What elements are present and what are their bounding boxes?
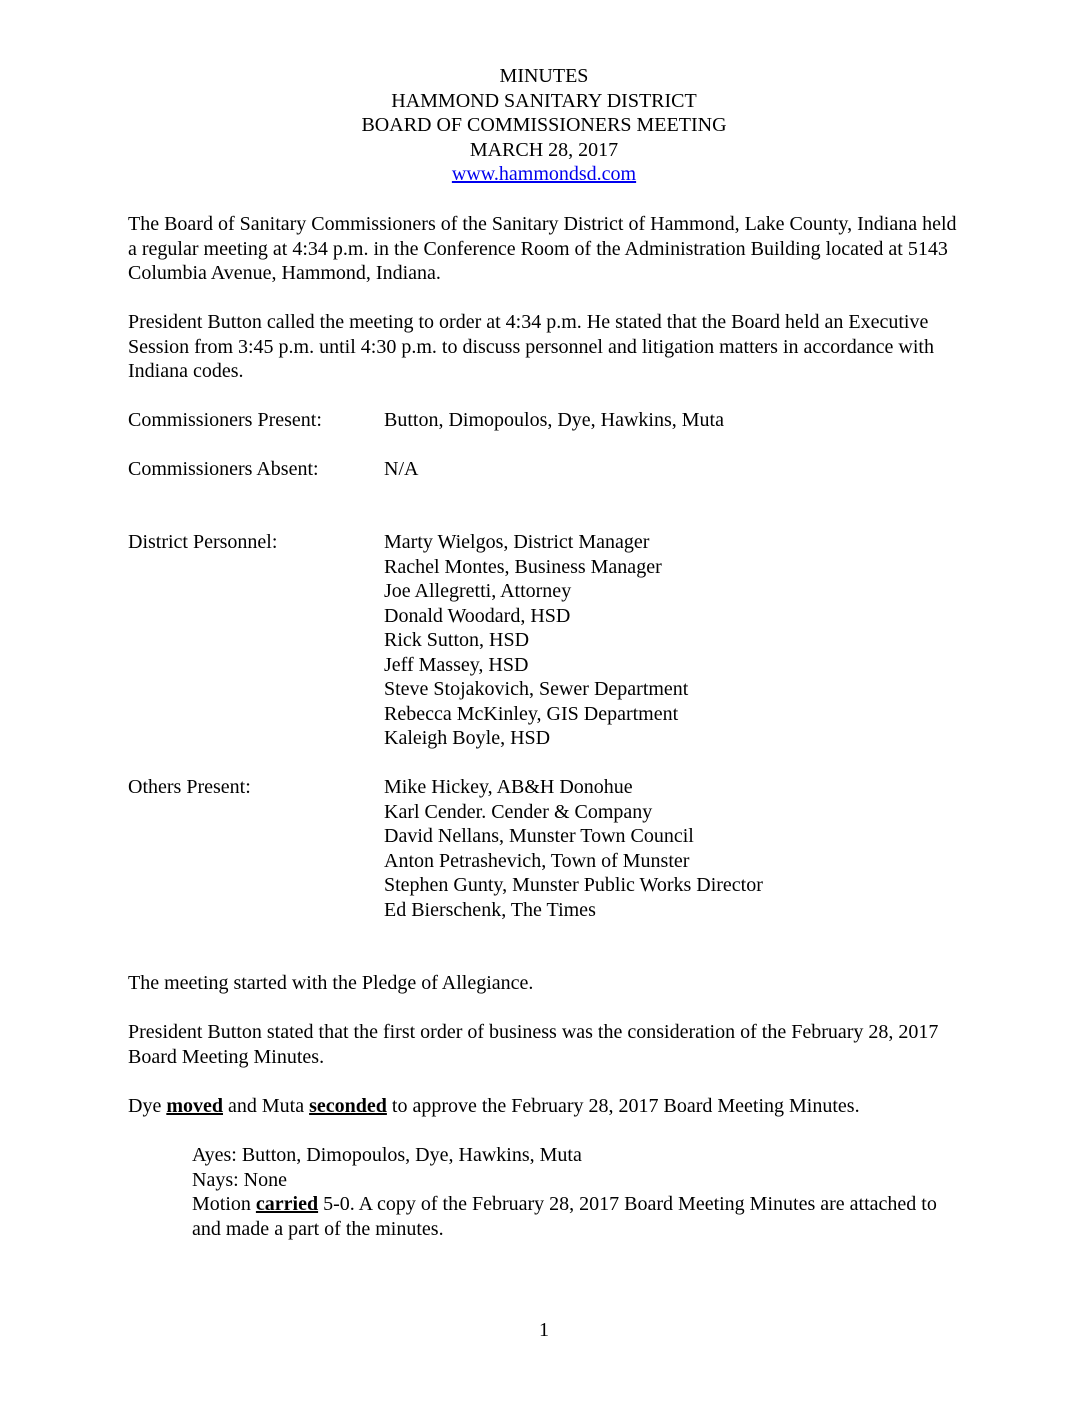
- list-item: Rick Sutton, HSD: [384, 629, 530, 651]
- commissioners-absent-label: Commissioners Absent:: [128, 458, 319, 480]
- header-minutes: MINUTES: [499, 65, 589, 87]
- call-to-order-paragraph: President Button called the meeting to order at 4:34 p.m. He stated that the Board held an Executive Session from 3:45 p.m. until 4:30 p.m. to discuss personnel and litigation matters in accordance with Indiana codes.: [128, 311, 934, 382]
- district-personnel-list: [384, 530, 688, 751]
- list-item: Jeff Massey, HSD: [384, 653, 529, 676]
- list-item: Kaleigh Boyle, HSD: [384, 727, 551, 749]
- commissioners-present-label: Commissioners Present:: [128, 409, 322, 431]
- first-order-paragraph: President Button stated that the first order of business was the consideration of the February 28, 2017 Board Meeting Minutes.: [128, 1021, 939, 1068]
- list-item: Marty Wielgos, District Manager: [384, 531, 650, 553]
- header-meeting: BOARD OF COMMISSIONERS MEETING: [361, 114, 727, 136]
- list-item: Rebecca McKinley, GIS Department: [384, 702, 679, 725]
- header-date: MARCH 28, 2017: [469, 138, 619, 161]
- motion-mover: Dye: [128, 1095, 162, 1117]
- carried-text: carried: [255, 1193, 319, 1215]
- list-item: Joe Allegretti, Attorney: [384, 580, 572, 602]
- list-item: Stephen Gunty, Munster Public Works Director: [384, 874, 763, 896]
- list-item: David Nellans, Munster Town Council: [384, 825, 694, 847]
- intro-paragraph: The Board of Sanitary Commissioners of the Sanitary District of Hammond, Lake County, Indiana held a regular meeting at 4:34 p.m. in the Conference Room of the Administration Building located at 5143 Columbia Avenue, Hammond, Indiana.: [128, 213, 957, 284]
- motion-purpose: to approve the February 28, 2017 Board Meeting Minutes.: [391, 1095, 860, 1117]
- ayes-line: Ayes: Button, Dimopoulos, Dye, Hawkins, Muta: [192, 1144, 582, 1166]
- vote-block: [192, 1143, 960, 1241]
- motion-result: [192, 1192, 960, 1241]
- others-present-list: [384, 775, 763, 922]
- list-item: Mike Hickey, AB&H Donohue: [384, 776, 633, 798]
- list-item: Rachel Montes, Business Manager: [384, 555, 662, 578]
- commissioners-present-value: Button, Dimopoulos, Dye, Hawkins, Muta: [384, 409, 724, 431]
- motion-seconder: and Muta: [228, 1095, 305, 1117]
- document-page: [128, 0, 960, 1408]
- pledge-paragraph: The meeting started with the Pledge of Allegiance.: [128, 972, 534, 994]
- list-item: Donald Woodard, HSD: [384, 604, 571, 627]
- district-personnel-label: District Personnel:: [128, 531, 278, 553]
- commissioners-absent-value: N/A: [384, 458, 419, 480]
- document-header: [128, 64, 960, 187]
- list-item: Karl Cender. Cender & Company: [384, 800, 653, 823]
- seconded-text: seconded: [309, 1095, 387, 1117]
- list-item: Anton Petrashevich, Town of Munster: [384, 849, 690, 872]
- page-number: 1: [539, 1319, 549, 1341]
- motion-result-suffix: 5-0. A copy of the February 28, 2017 Board Meeting Minutes are attached to and made a part of the minutes.: [192, 1193, 937, 1240]
- website-link[interactable]: www.hammondsd.com: [451, 163, 637, 185]
- list-item: Ed Bierschenk, The Times: [384, 898, 596, 921]
- nays-line: Nays: None: [192, 1168, 287, 1191]
- list-item: Steve Stojakovich, Sewer Department: [384, 678, 689, 700]
- moved-text: moved: [166, 1095, 223, 1117]
- others-present-label: Others Present:: [128, 776, 251, 798]
- motion-result-prefix: Motion: [192, 1193, 251, 1215]
- header-district: HAMMOND SANITARY DISTRICT: [391, 89, 697, 112]
- motion-paragraph: [128, 1094, 960, 1119]
